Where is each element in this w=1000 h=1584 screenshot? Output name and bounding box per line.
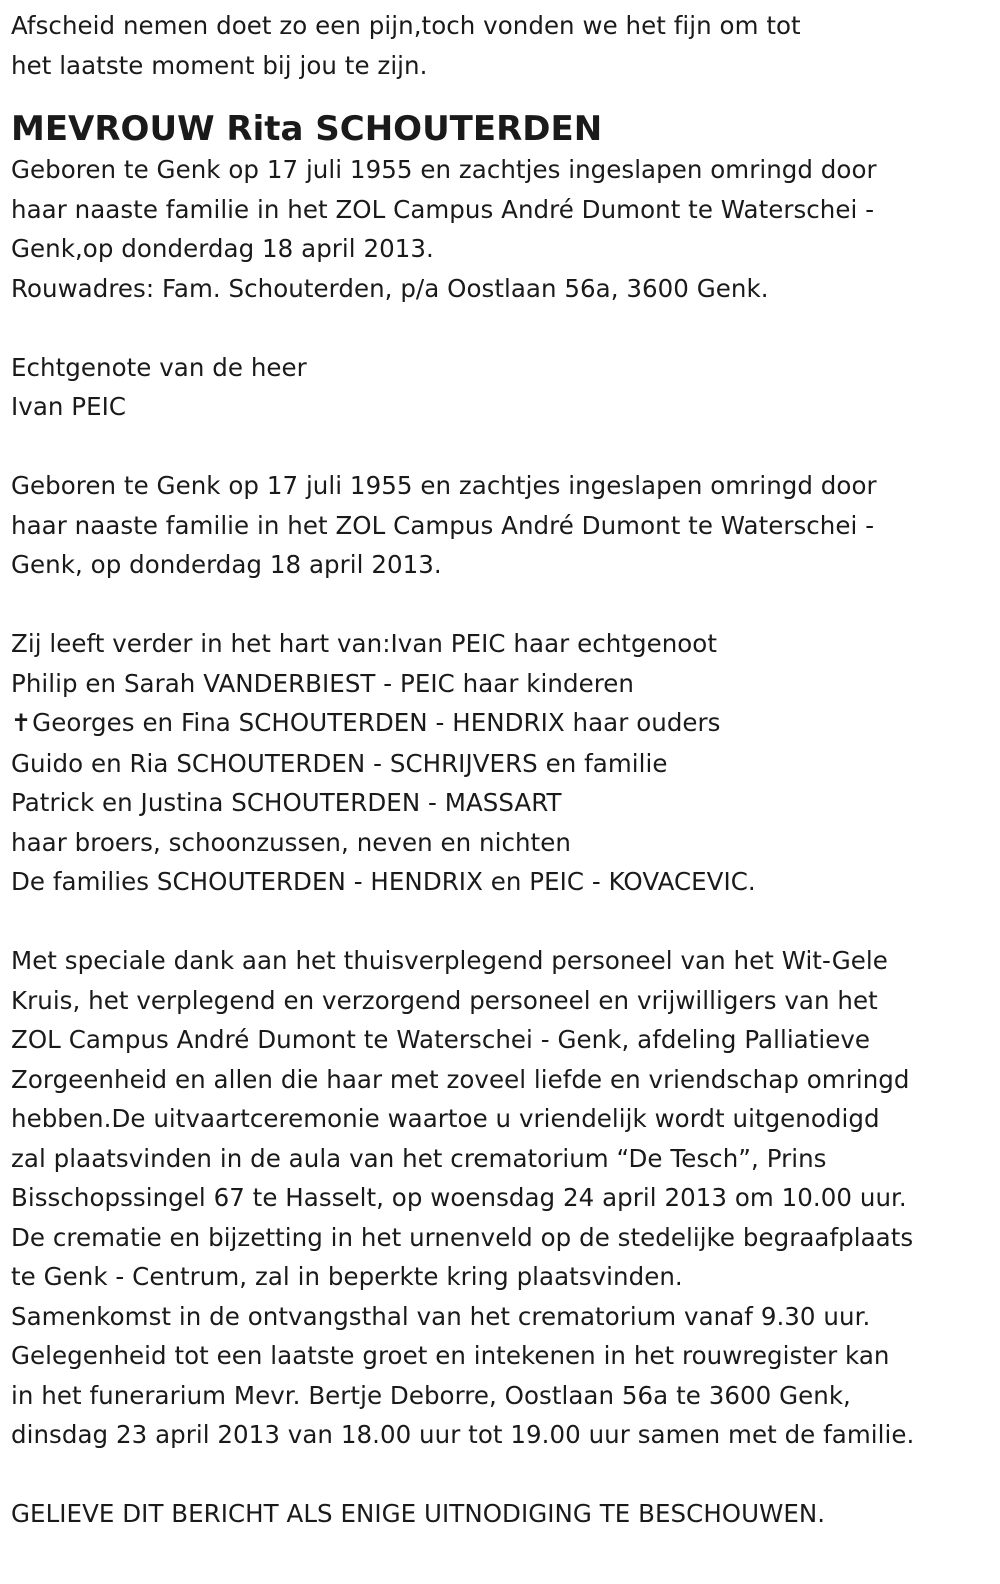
- spacer: [11, 427, 986, 467]
- mourning-address: Rouwadres: Fam. Schouterden, p/a Oostlaan 56a, 3600 Genk.: [11, 273, 769, 303]
- intro-line: het laatste moment bij jou te zijn.: [11, 50, 428, 80]
- paragraph-line: in het funerarium Mevr. Bertje Deborre, Oostlaan 56a te 3600 Genk,: [11, 1380, 851, 1410]
- family-line: De families SCHOUTERDEN - HENDRIX en PEIC - KOVACEVIC.: [11, 867, 756, 896]
- paragraph-line: Geboren te Genk op 17 juli 1955 en zachtjes ingeslapen omringd door: [11, 471, 877, 500]
- paragraph-line: haar naaste familie in het ZOL Campus André Dumont te Waterschei -: [11, 194, 875, 224]
- spouse-name: Ivan PEIC: [11, 392, 127, 421]
- family-line: Patrick en Justina SCHOUTERDEN - MASSART: [11, 788, 562, 817]
- family-line-text: Georges en Fina SCHOUTERDEN - HENDRIX haar ouders: [32, 708, 721, 737]
- paragraph-line: Geboren te Genk op 17 juli 1955 en zachtjes ingeslapen omringd door: [11, 155, 877, 184]
- paragraph-line: ZOL Campus André Dumont te Waterschei - Genk, afdeling Palliatieve: [11, 1025, 871, 1054]
- paragraph-line: te Genk - Centrum, zal in beperkte kring plaatsvinden.: [11, 1262, 683, 1291]
- cross-icon: ✝: [11, 709, 32, 737]
- deceased-name-heading: MEVROUW Rita SCHOUTERDEN: [11, 109, 603, 149]
- spacer: [11, 585, 986, 625]
- family-line: Philip en Sarah VANDERBIEST - PEIC haar kinderen: [11, 668, 634, 698]
- paragraph-line: Met speciale dank aan het thuisverplegend personeel van het Wit-Gele: [11, 946, 888, 975]
- birth-death-paragraph: [11, 150, 986, 308]
- paragraph-line: Samenkomst in de ontvangsthal van het crematorium vanaf 9.30 uur.: [11, 1301, 871, 1331]
- paragraph-line: dinsdag 23 april 2013 van 18.00 uur tot 19.00 uur samen met de familie.: [11, 1420, 915, 1449]
- spacer: [11, 308, 986, 348]
- paragraph-line: Genk, op donderdag 18 april 2013.: [11, 550, 442, 579]
- paragraph-line: hebben.De uitvaartceremonie waartoe u vriendelijk wordt uitgenodigd: [11, 1104, 880, 1133]
- intro-line: Afscheid nemen doet zo een pijn,toch vonden we het fijn om tot: [11, 11, 801, 40]
- paragraph-line: haar naaste familie in het ZOL Campus André Dumont te Waterschei -: [11, 510, 875, 540]
- spacer: [11, 902, 986, 942]
- paragraph-line: Gelegenheid tot een laatste groet en intekenen in het rouwregister kan: [11, 1341, 890, 1370]
- family-line: haar broers, schoonzussen, neven en nichten: [11, 827, 571, 857]
- thanks-and-ceremony-paragraph: [11, 941, 986, 1455]
- family-line: Zij leeft verder in het hart van:Ivan PEIC haar echtgenoot: [11, 629, 718, 658]
- paragraph-line: Bisschopssingel 67 te Hasselt, op woensdag 24 april 2013 om 10.00 uur.: [11, 1183, 907, 1212]
- birth-death-paragraph-repeat: [11, 466, 986, 585]
- paragraph-line: Kruis, het verplegend en verzorgend personeel en vrijwilligers van het: [11, 985, 878, 1015]
- paragraph-line: Genk,op donderdag 18 april 2013.: [11, 234, 434, 263]
- spouse-block: [11, 348, 986, 427]
- spouse-label: Echtgenote van de heer: [11, 352, 307, 382]
- paragraph-line: De crematie en bijzetting in het urnenveld op de stedelijke begraafplaats: [11, 1222, 914, 1252]
- closing-notice: GELIEVE DIT BERICHT ALS ENIGE UITNODIGING TE BESCHOUWEN.: [11, 1499, 826, 1528]
- paragraph-line: zal plaatsvinden in de aula van het crematorium “De Tesch”, Prins: [11, 1143, 827, 1173]
- family-line: Guido en Ria SCHOUTERDEN - SCHRIJVERS en familie: [11, 748, 668, 778]
- paragraph-line: Zorgeenheid en allen die haar met zoveel liefde en vriendschap omringd: [11, 1064, 910, 1094]
- family-list: [11, 624, 986, 902]
- intro-verse: [11, 6, 986, 85]
- family-line-deceased-parents: [11, 703, 986, 744]
- obituary-notice: [11, 6, 986, 1534]
- spacer: [11, 1455, 986, 1495]
